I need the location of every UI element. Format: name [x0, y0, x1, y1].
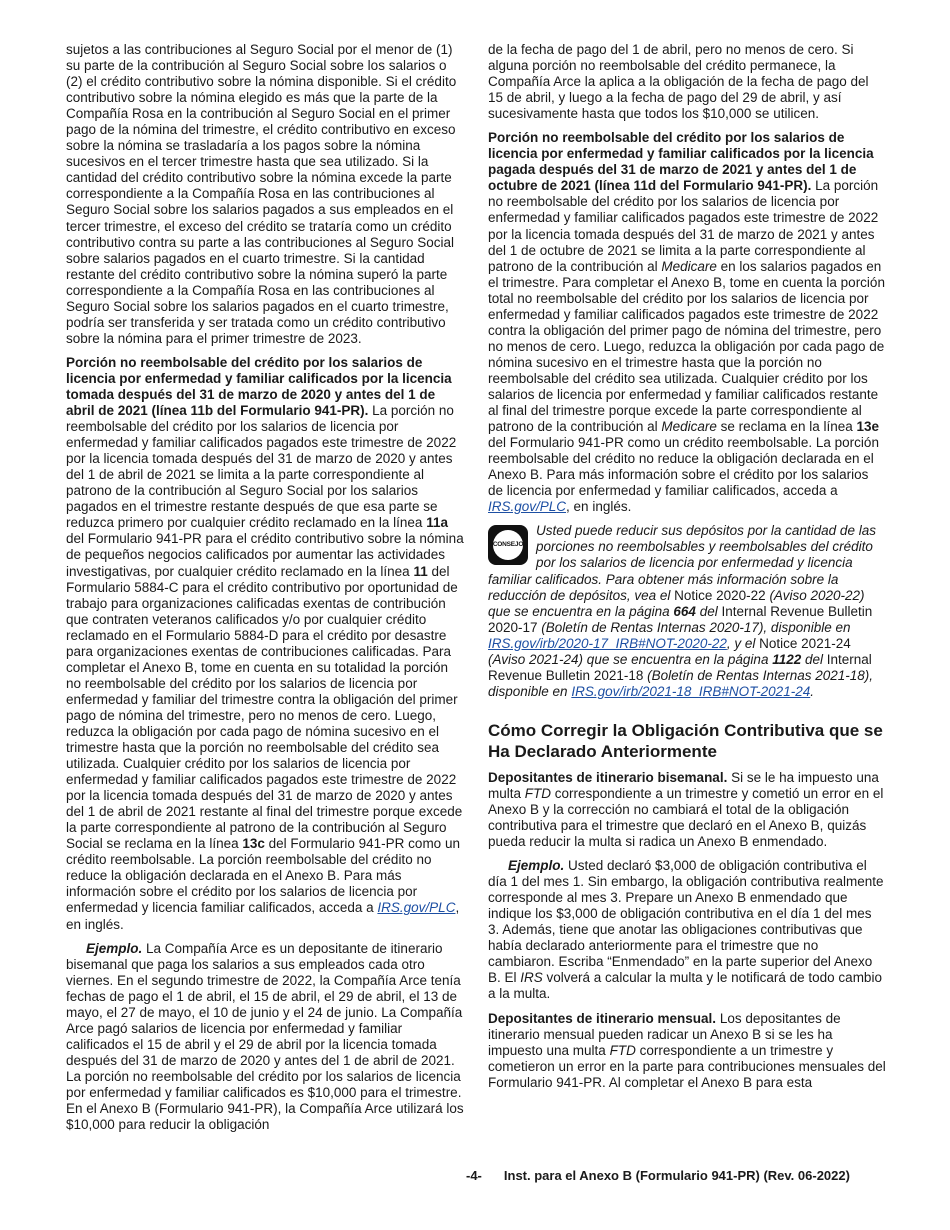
italic-term: FTD — [609, 1042, 636, 1058]
line-reference: 11 — [413, 563, 428, 579]
irs-plc-link[interactable]: IRS.gov/PLC — [377, 900, 456, 916]
irs-plc-link[interactable]: IRS.gov/PLC — [488, 499, 567, 515]
paragraph-text: , en inglés. — [66, 900, 460, 932]
paragraph-semiweekly — [488, 770, 886, 850]
line-reference: 13c — [242, 836, 265, 852]
paragraph-text: del Formulario 941-PR como un crédito reembolsable. La porción reembolsable del crédito no reduce la obligación declarada en el Anexo B. Para más información sobre el crédito por los salarios de licencia por enfermedad y licencia familiar calificados, acceda a — [66, 836, 460, 916]
tip-text: del — [801, 651, 827, 667]
paragraph-text: La Compañía Arce es un depositante de itinerario bisemanal que paga los salarios a sus empleados cada otro viernes. En el segundo trimestre de 2022, la Compañía Arce tenía fechas de pago el 1 de abril, el 15 de abril, el 29 de abril, el 13 de mayo, el 27 de mayo, el 10 de junio y el 24 de junio. La Compañía Arce pagó salarios de licencia por enfermedad y familiar calificados el 15 de abril y el 29 de abril por la licencia tomada después del 31 de marzo de 2020 y antes del 1 de abril de 2021. La porción no reembolsable del crédito por los salarios de licencia por enfermedad y familiar calificados es $10,000 para el trimestre. En el Anexo B (Formulario 941-PR), la Compañía Arce utilizará los $10,000 para reducir la obligación — [66, 940, 464, 1133]
paragraph-nonrefundable-2021 — [488, 130, 886, 515]
paragraph-text: La porción no reembolsable del crédito por los salarios de licencia por enfermedad y familiar calificados pagados este trimestre de 2022 por la licencia tomada después del 31 de marzo de 2021 y antes del 1 de octubre de 2021 se limita a la parte correspondiente al patrono de la contribución al — [488, 178, 879, 274]
consejo-icon-circle — [493, 530, 523, 560]
left-column — [66, 42, 464, 1141]
paragraph-text: de la fecha de pago del 1 de abril, pero no menos de cero. Si alguna porción no reembolsable del crédito permanece, la Compañía Arce la aplica a la obligación de la fecha de pago del 15 de abril, y luego a la fecha de pago del 29 de abril, y así sucesivamente hasta que todos los $10,000 se utilicen. — [488, 42, 869, 122]
page-number: -4- — [466, 1168, 482, 1183]
line-reference: 13e — [856, 419, 880, 435]
paragraph-text: en los salarios pagados en el trimestre. Para completar el Anexo B, tome en cuenta la porción total no reembolsable del crédito por los salarios de licencia por enfermedad y familiar calificados pagados este trimestre de 2022 contra la obligación del primer pago de nómina del trimestre, pero no menos de cero. Luego, reduzca la obligación por cada pago de nómina sucesivo en el trimestre hasta que la porción no reembolsable del crédito sea utilizada. Cualquier crédito por los salarios de licencia por enfermedad y familiar calificados restante al final del trimestre porque excede la parte correspondiente al patrono de la contribución al — [488, 258, 885, 435]
tip-text: (Aviso 2021-24) que se encuentra en la página — [488, 651, 773, 667]
footer-title: Inst. para el Anexo B (Formulario 941-PR) (Rev. 06-2022) — [503, 1168, 850, 1183]
page-footer — [466, 1168, 850, 1183]
paragraph-text: sujetos a las contribuciones al Seguro Social por el menor de (1) su parte de la contribución al Seguro Social sobre los salarios o (2) el crédito contributivo sobre la nómina disponible. Si el crédito contributivo sobre la nómina elegido es más que la parte de la Compañía Rosa en la contribución al Seguro Social en el primer pago de la nómina del trimestre, el crédito contributivo en exceso sobre la nómina se trasladaría a los pagos sobre la nómina sucesivos en el tercer trimestre hasta que sea utilizado. Si la cantidad del crédito contributivo sobre la nómina excede la parte correspondiente a la Compañía Rosa en las contribuciones al Seguro Social sobre los salarios pagados a sus empleados en el tercer trimestre, el exceso del crédito se trataría como un crédito contributivo contra su parte a las contribuciones al Seguro Social sobre salarios pagados en el cuarto trimestre. Si la cantidad restante del crédito contributivo sobre la nómina superó la parte correspondiente a la Compañía Rosa en las contribuciones al Seguro Social sobre los salarios pagados en el cuarto trimestre, podría ser transferida y ser tratada como un crédito contributivo sobre la nómina para el primer trimestre de 2023. — [66, 42, 457, 346]
paragraph-example-arce — [66, 941, 464, 1134]
paragraph-monthly — [488, 1011, 886, 1091]
right-column — [488, 42, 886, 1099]
paragraph-text: correspondiente a un trimestre y cometió un error en el Anexo B y la corrección no cambiará el total de la obligación contributiva para el trimestre que declaró en el Anexo B, quizás pueda reducir la multa si radica un Anexo B enmendado. — [488, 785, 884, 850]
consejo-label: CONSEJO — [492, 541, 524, 549]
notice-reference: Notice 2020-22 — [674, 587, 766, 603]
paragraph-text: , en inglés. — [566, 499, 632, 515]
italic-term: FTD — [524, 785, 552, 801]
paragraph-text: Usted declaró $3,000 de obligación contributiva el día 1 del mes 1. Sin embargo, la obligación contributiva realmente corresponde al mes 3. Prepare un Anexo B enmendado que indique los $3,000 de obligación contributiva en el día 1 del mes 3. Además, tiene que anotar las obligaciones contributivas que había declarado anteriormente para el trimestre que no cambiaron. Escriba “Enmendado” en la parte superior del Anexo B. El — [488, 858, 884, 986]
italic-term: Medicare — [661, 419, 717, 435]
tip-text: (Aviso 2020-22) que se encuentra en la página — [488, 587, 865, 619]
example-label: Ejemplo. — [508, 858, 565, 874]
bulletin-reference: Internal Revenue Bulletin 2020-17 — [488, 603, 873, 635]
bulletin-reference: Internal Revenue Bulletin 2021-18 — [488, 651, 872, 683]
paragraph-heading: Depositantes de itinerario bisemanal. — [488, 769, 728, 785]
tip-text: Usted puede reducir sus depósitos por la cantidad de las porciones no reembolsables y reembolsables del crédito por los salarios de licencia por enfermedad y licencia familiar calificados. Para obtener más información sobre la reducción de depósitos, vea el — [488, 523, 876, 603]
paragraph-text: del Formulario 941-PR como un crédito reembolsable. La porción reembolsable del crédito no reduce la obligación declarada en el Anexo B. Para más información sobre el crédito por los salarios de licencia por enfermedad y familiar calificados, acceda a — [488, 435, 879, 499]
page-reference: 1122 — [772, 651, 802, 667]
paragraph-example-amended — [488, 858, 886, 1002]
italic-term: Medicare — [661, 258, 717, 274]
paragraph-heading: Porción no reembolsable del crédito por los salarios de licencia por enfermedad y familiar calificados por la licencia pagada después del 31 de marzo de 2021 y antes del 1 de octubre de 2021 (línea 11d del Formulario 941-PR). — [488, 130, 874, 194]
italic-term: IRS — [520, 970, 543, 986]
tip-text: del — [695, 603, 722, 619]
paragraph-text: correspondiente a un trimestre y cometieron un error en la parte para contribuciones mensuales del Formulario 941-PR. Al completar el Anexo B para esta — [488, 1042, 886, 1090]
tip-text: (Boletín de Rentas Internas 2020-17), disponible en — [537, 619, 851, 635]
paragraph-text: La porción no reembolsable del crédito por los salarios de licencia por enfermedad y familiar calificados pagados este trimestre de 2022 por la licencia tomada después del 31 de marzo de 2020 y antes del 1 de abril de 2021 se limita a la parte correspondiente al patrono de la contribución al Seguro Social por los salarios pagados en el trimestre restante después de que esa parte se reduzca primero por cualquier crédito reclamado en la línea — [66, 403, 457, 531]
notice-reference: Notice 2021-24 — [759, 635, 851, 651]
paragraph-arce-continued — [488, 42, 886, 122]
page-reference: 664 — [673, 603, 696, 619]
paragraph-text: volverá a calcular la multa y le notificará de todo cambio a la multa. — [488, 970, 882, 1002]
line-reference: 11a — [426, 515, 448, 531]
irb-2020-17-link[interactable]: IRS.gov/irb/2020-17_IRB#NOT-2020-22 — [488, 635, 727, 651]
paragraph-text: Los depositantes de itinerario mensual pueden radicar un Anexo B si se les ha impuesto una multa — [488, 1010, 841, 1058]
example-label: Ejemplo. — [86, 940, 143, 956]
paragraph-heading: Porción no reembolsable del crédito por los salarios de licencia por enfermedad y familiar calificados por la licencia tomada después del 31 de marzo de 2020 y antes del 1 de abril de 2021 (línea 11b del Formulario 941-PR). — [66, 354, 452, 419]
paragraph-text: Si se le ha impuesto una multa — [488, 769, 879, 801]
paragraph-text: del Formulario 941-PR para el crédito contributivo sobre la nómina de pequeños negocios calificados por aumentar las actividades investigativas, por cualquier crédito reclamado en la línea — [66, 531, 464, 579]
irb-2021-18-link[interactable]: IRS.gov/irb/2021-18_IRB#NOT-2021-24 — [571, 683, 811, 699]
paragraph-text: se reclama en la línea — [716, 419, 857, 435]
paragraph-nonrefundable-2020 — [66, 355, 464, 933]
consejo-icon — [488, 525, 528, 565]
tip-text: . — [810, 683, 814, 699]
paragraph-rosa-credit — [66, 42, 464, 347]
tip-text: (Boletín de Rentas Internas 2021-18), disponible en — [488, 667, 874, 699]
paragraph-text: del Formulario 5884-C para el crédito contributivo por oportunidad de trabajo para organizaciones calificadas exentas de contribución que contraten veteranos calificados y/o por cualquier crédito reclamado en el Formulario 5884-D para el crédito por desastre para organizaciones exentas de contribuciones calificadas. Para completar el Anexo B, tome en cuenta en su totalidad la porción no reembolsable del crédito por los salarios de licencia por enfermedad y familiar del trimestre contra la obligación del primer pago de nómina del trimestre, pero no menos de cero. Luego, reduzca la obligación por cada pago de nómina sucesivo en el trimestre hasta que la porción no reembolsable del crédito sea utilizada. Cualquier crédito por los salarios de licencia por enfermedad y familiar calificados pagados este trimestre de 2022 por la licencia tomada después del 31 de marzo de 2020 y antes del 1 de abril de 2021 restante al final del trimestre porque excede la parte correspondiente al patrono de la contribución al Seguro Social se reclama en la línea — [66, 563, 463, 852]
paragraph-heading: Depositantes de itinerario mensual. — [488, 1010, 717, 1026]
section-heading: Cómo Corregir la Obligación Contributiva que se Ha Declarado Anteriormente — [488, 720, 883, 761]
tip-text: , y el — [726, 635, 760, 651]
tip-box — [488, 523, 886, 700]
